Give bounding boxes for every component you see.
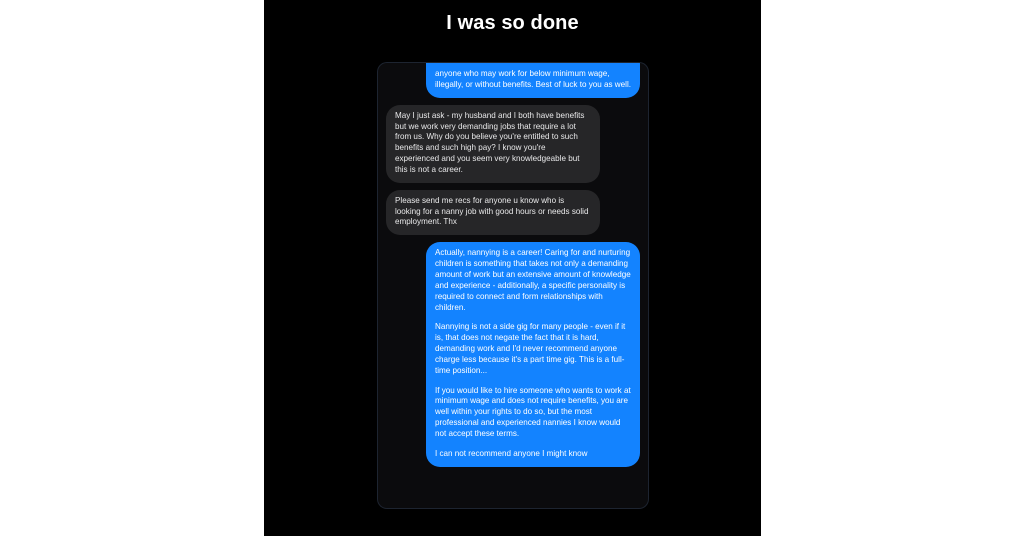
message-row [386, 190, 640, 236]
message-row [386, 63, 640, 98]
message-bubble-outgoing[interactable] [426, 63, 640, 98]
message-paragraph: Please send me recs for anyone u know who is looking for a nanny job with good hours or needs solid employment. Thx [395, 195, 589, 227]
message-row [386, 105, 640, 183]
message-paragraph: anyone who may work for below minimum wage, illegally, or without benefits. Best of luck to you as well. [435, 69, 631, 89]
message-paragraph: I can not recommend anyone I might know [435, 448, 588, 458]
message-bubble-incoming[interactable] [386, 105, 600, 183]
message-thread [378, 63, 648, 474]
message-bubble-outgoing[interactable] [426, 242, 640, 466]
message-thread-scroller[interactable] [378, 63, 648, 508]
message-bubble-incoming[interactable] [386, 190, 600, 236]
message-paragraph: May I just ask - my husband and I both have benefits but we work very demanding jobs that require a lot from us. Why do you believe you're entitled to such benefits and such high pay? I know you're experienced and you seem very knowledgeable but this is not a career. [395, 110, 585, 174]
message-row [386, 242, 640, 466]
message-paragraph: Nannying is not a side gig for many people - even if it is, that does not negate the fact that it is hard, demanding work and I'd never recommend anyone charge less because it's a part time gig. This is a full-time position... [435, 322, 626, 375]
screenshot-frame [378, 63, 648, 508]
video-stage [264, 0, 761, 536]
message-paragraph: If you would like to hire someone who wants to work at minimum wage and does not require benefits, you are well within your rights to do so, but the most professional and experienced nannies I know would not accept these terms. [435, 385, 631, 438]
page-title: I was so done [446, 12, 579, 34]
message-paragraph: Actually, nannying is a career! Caring for and nurturing children is something that takes not only a demanding amount of work but an extensive amount of knowledge and experience - additionally, a specific personality is required to connect and form relationships with children. [435, 248, 631, 312]
